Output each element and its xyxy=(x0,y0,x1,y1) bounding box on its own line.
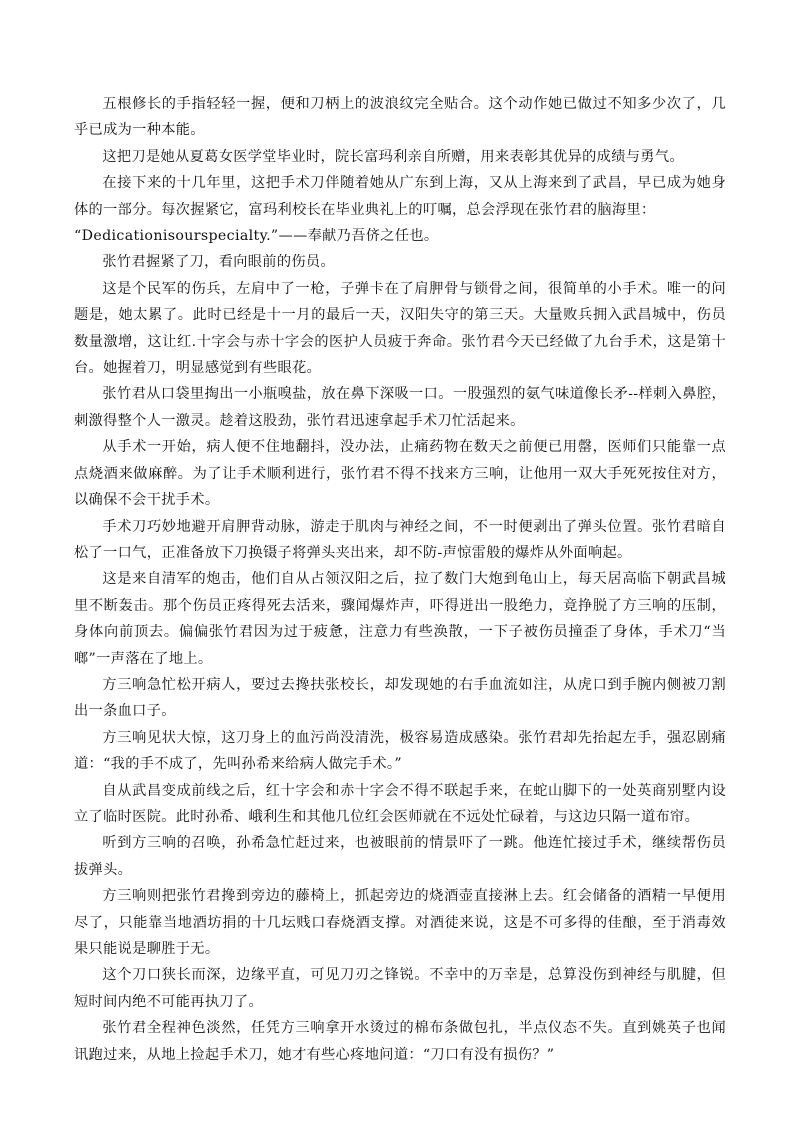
paragraph: 五根修长的手指轻轻一握，便和刀柄上的波浪纹完全贴合。这个动作她已做过不知多少次了，几乎已成为一种本能。 xyxy=(74,96,726,139)
document-body xyxy=(74,91,726,1068)
paragraph: 手术刀巧妙地避开肩胛背动脉，游走于肌肉与神经之间，不一时便剥出了弹头位置。张竹君暗自松了一口气，正准备放下刀换镊子将弹头夹出来，却不防-声惊雷般的爆炸从外面响起。 xyxy=(74,518,726,561)
paragraph: 张竹君握紧了刀，看向眼前的伤员。 xyxy=(102,254,335,271)
paragraph: 自从武昌变成前线之后，红十字会和赤十字会不得不联起手来，在蛇山脚下的一处英商别墅内设立了临时医院。此时孙希、峨利生和其他几位红会医师就在不远处忙碌着，与这边只隔一道布帘。 xyxy=(74,782,726,825)
paragraph: 这个刀口狭长而深，边缘平直，可见刀刃之锋锐。不幸中的万幸是，总算没伤到神经与肌腱，但短时间内绝不可能再执刀了。 xyxy=(74,967,726,1010)
paragraph: 张竹君从口袋里掏出一小瓶嗅盐，放在鼻下深吸一口。一股强烈的氨气味道像长矛--样刺入鼻腔，刺激得整个人一激灵。趁着这股劲，张竹君迅速拿起手术刀忙活起来。 xyxy=(74,386,726,429)
paragraph: 听到方三响的召唤，孙希急忙赶过来，也被眼前的情景吓了一跳。他连忙接过手术，继续帮伤员拔弹头。 xyxy=(74,835,726,878)
paragraph: 方三响见状大惊，这刀身上的血污尚没清洗，极容易造成感染。张竹君却先抬起左手，强忍剧痛道：“我的手不成了，先叫孙希来给病人做完手术。” xyxy=(74,729,726,773)
paragraph: 在接下来的十几年里，这把手术刀伴随着她从广东到上海，又从上海来到了武昌，早已成为她身体的一部分。每次握紧它，富玛利校长在毕业典礼上的叮嘱，总会浮现在张竹君的脑海里： xyxy=(74,175,726,218)
paragraph: 这把刀是她从夏葛女医学堂毕业时，院长富玛利亲自所赠，用来表彰其优异的成绩与勇气。 xyxy=(102,148,684,165)
paragraph: “Dedicationisourspecialty.”——奉献乃吾侪之任也。 xyxy=(74,228,439,245)
paragraph: 这是个民军的伤兵，左肩中了一枪，子弹卡在了肩胛骨与锁骨之间，很简单的小手术。唯一的问题是，她太累了。此时已经是十一月的最后一天，汉阳失守的第三天。大量败兵拥入武昌城中，伤员数量激增，这让红.十字会与赤十字会的医护人员疲于奔命。张竹君今天已经做了九台手术，这是第十台。她握着刀，明显感觉到有些眼花。 xyxy=(74,280,726,377)
paragraph: 张竹君全程神色淡然，任凭方三响拿开水烫过的棉布条做包扎，半点仪态不失。直到姚英子也闻讯跑过来，从地上捡起手术刀，她才有些心疼地问道：“刀口有没有损伤？” xyxy=(74,1020,726,1063)
paragraph: 从手术一开始，病人便不住地翻抖，没办法，止痛药物在数天之前便已用罄，医师们只能靠一点点烧酒来做麻醉。为了让手术顺利进行，张竹君不得不找来方三响，让他用一双大手死死按住对方，以确保不会干扰手术。 xyxy=(74,439,726,509)
paragraph: 方三响急忙松开病人，要过去搀扶张校长，却发现她的右手血流如注，从虎口到手腕内侧被刀割出一条血口子。 xyxy=(74,676,726,720)
paragraph: 这是来自清军的炮击，他们自从占领汉阳之后，拉了数门大炮到龟山上，每天居高临下朝武昌城里不断轰击。那个伤员正疼得死去活来，骤闻爆炸声，吓得迸出一股绝力，竟挣脱了方三响的压制，身体向前顶去。偏偏张竹君因为过于疲惫，注意力有些涣散，一下子被伤员撞歪了身体，手术刀“当啷”一声落在了地上。 xyxy=(74,571,726,667)
paragraph: 方三响则把张竹君搀到旁边的藤椅上，抓起旁边的烧酒壶直接淋上去。红会储备的酒精一早便用尽了，只能靠当地酒坊捐的十几坛贱口春烧酒支撑。对酒徒来说，这是不可多得的佳酿，至于消毒效果只能说是聊胜于无。 xyxy=(74,888,726,957)
